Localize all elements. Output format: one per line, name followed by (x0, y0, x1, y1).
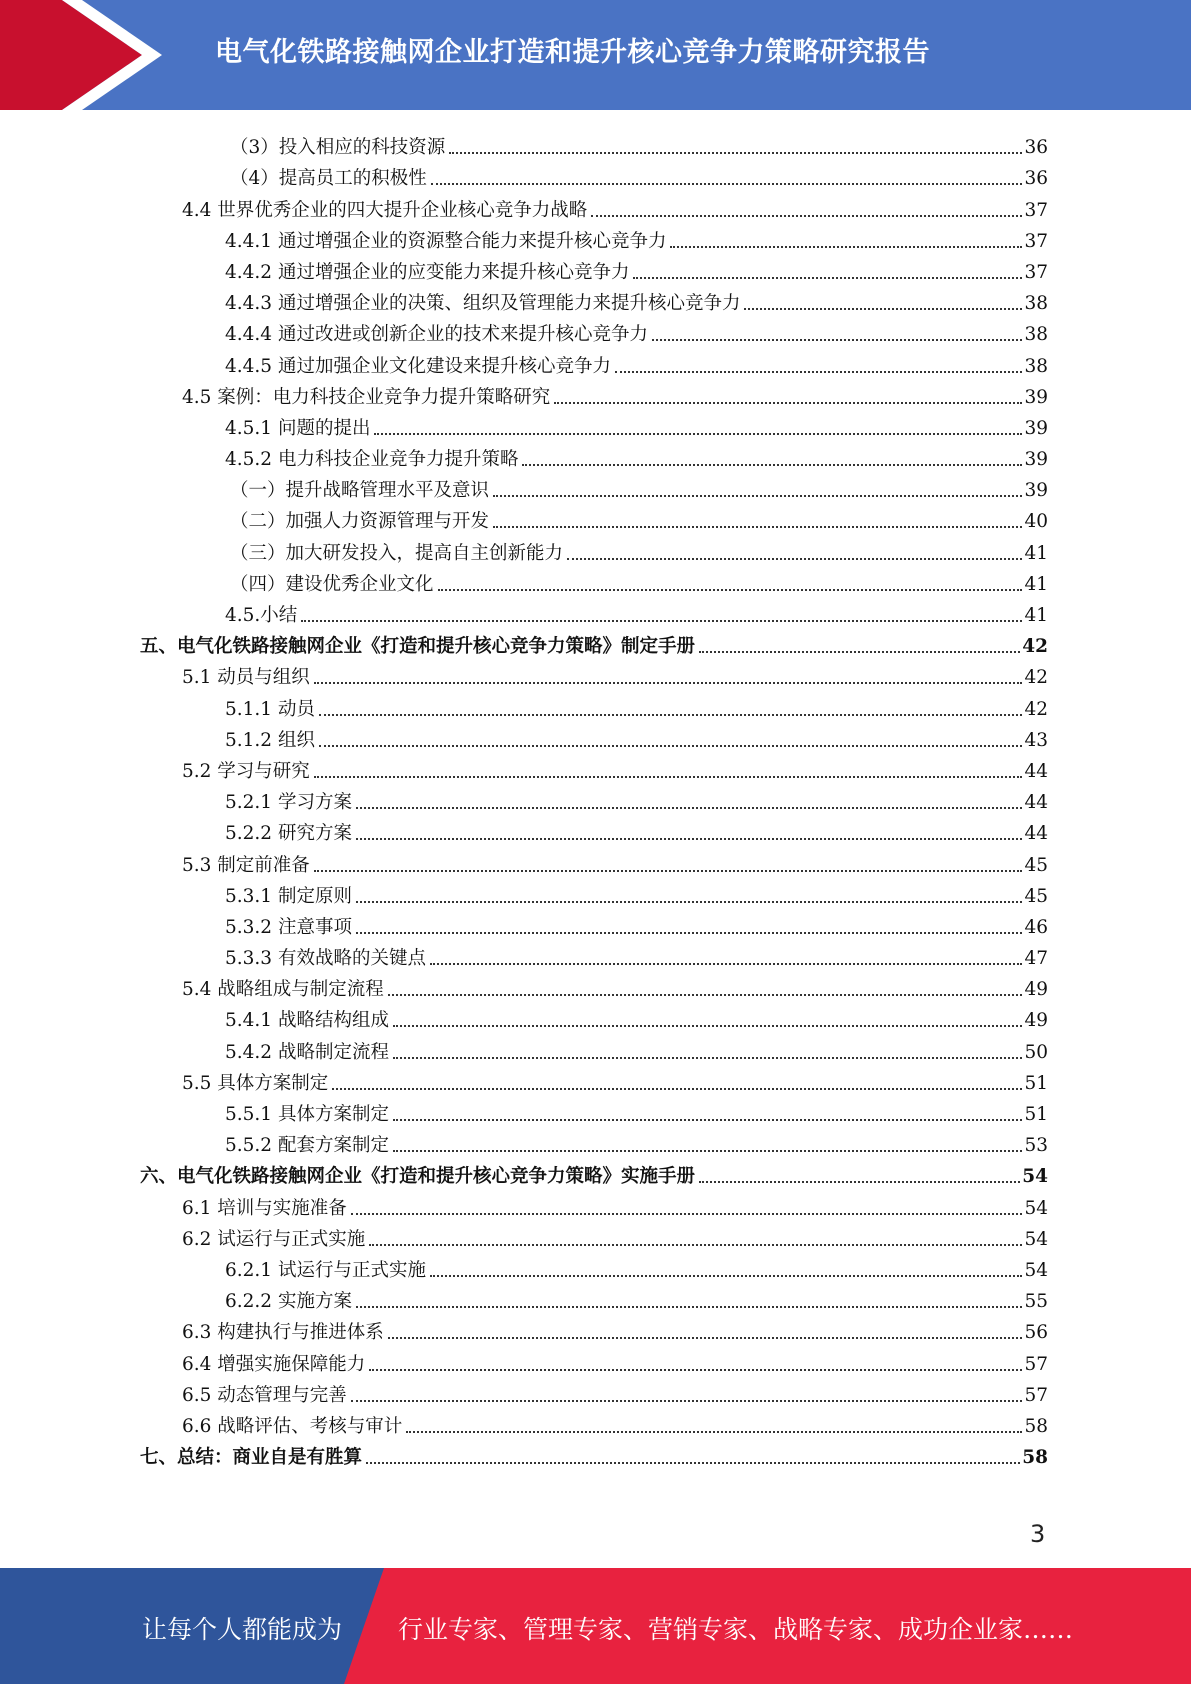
toc-entry-title: 6.6 战略评估、考核与审计 (182, 1415, 403, 1437)
toc-dot-leader (388, 1337, 1023, 1339)
toc-entry[interactable] (140, 159, 1048, 190)
toc-entry-page: 41 (1024, 542, 1048, 564)
toc-dot-leader (356, 807, 1023, 809)
toc-entry-page: 43 (1024, 729, 1048, 751)
toc-dot-leader (699, 651, 1020, 653)
toc-entry[interactable] (140, 315, 1048, 346)
toc-entry-page: 36 (1024, 168, 1048, 190)
toc-entry[interactable] (140, 502, 1048, 533)
toc-dot-leader (591, 215, 1022, 217)
toc-entry[interactable] (140, 908, 1048, 939)
toc-entry-title: （3）投入相应的科技资源 (230, 137, 446, 159)
toc-dot-leader (430, 963, 1022, 965)
toc-entry-page: 54 (1022, 1166, 1048, 1188)
toc-entry[interactable] (140, 752, 1048, 783)
toc-entry[interactable] (140, 783, 1048, 814)
toc-entry[interactable] (140, 845, 1048, 876)
toc-dot-leader (393, 1150, 1022, 1152)
toc-entry-title: 6.2.1 试运行与正式实施 (225, 1259, 426, 1281)
toc-entry-page: 42 (1024, 698, 1048, 720)
toc-entry-title: 5.2.1 学习方案 (225, 792, 352, 814)
toc-entry[interactable] (140, 440, 1048, 471)
toc-entry[interactable] (140, 128, 1048, 159)
toc-entry-title: 5.4 战略组成与制定流程 (182, 979, 384, 1001)
toc-entry-title: 4.4.5 通过加强企业文化建设来提升核心竞争力 (225, 355, 611, 377)
toc-dot-leader (332, 1088, 1022, 1090)
toc-entry-title: 4.5.小结 (225, 605, 298, 626)
toc-entry[interactable] (140, 1188, 1048, 1219)
toc-entry-page: 38 (1024, 355, 1048, 377)
toc-entry-title: （一）提升战略管理水平及意识 (230, 480, 490, 502)
toc-entry[interactable] (140, 627, 1048, 658)
toc-entry[interactable] (140, 939, 1048, 970)
toc-dot-leader (356, 932, 1023, 934)
toc-entry-title: 6.2.2 实施方案 (225, 1291, 352, 1313)
toc-dot-leader (493, 495, 1022, 497)
toc-entry-page: 51 (1024, 1072, 1048, 1094)
toc-entry-title: （二）加强人力资源管理与开发 (230, 511, 490, 533)
toc-entry-page: 58 (1024, 1415, 1048, 1437)
document-title: 电气化铁路接触网企业打造和提升核心竞争力策略研究报告 (215, 37, 930, 68)
toc-entry-title: 5.3.1 制定原则 (225, 885, 352, 907)
toc-dot-leader (356, 838, 1023, 840)
toc-entry-title: 4.5.2 电力科技企业竞争力提升策略 (225, 449, 519, 471)
toc-entry[interactable] (140, 689, 1048, 720)
toc-dot-leader (493, 526, 1022, 528)
page-header (0, 0, 1191, 110)
footer-slogan-right: 行业专家、管理专家、营销专家、战略专家、成功企业家…… (398, 1615, 1074, 1644)
toc-dot-leader (393, 1025, 1022, 1027)
toc-dot-leader (699, 1181, 1020, 1183)
toc-entry-title: 五、电气化铁路接触网企业《打造和提升核心竞争力策略》制定手册 (140, 636, 696, 658)
toc-entry-page: 41 (1024, 605, 1048, 626)
toc-entry-page: 56 (1024, 1322, 1048, 1344)
toc-entry-page: 44 (1024, 760, 1048, 782)
toc-dot-leader (314, 776, 1023, 778)
toc-entry-page: 42 (1024, 667, 1048, 689)
toc-entry[interactable] (140, 1157, 1048, 1188)
toc-entry-page: 55 (1024, 1291, 1048, 1313)
toc-dot-leader (567, 558, 1022, 560)
toc-entry[interactable] (140, 1251, 1048, 1282)
toc-entry[interactable] (140, 658, 1048, 689)
toc-entry-page: 49 (1024, 1010, 1048, 1032)
toc-entry-title: 5.1 动员与组织 (182, 667, 310, 689)
toc-dot-leader (369, 1244, 1022, 1246)
toc-entry-title: 4.5 案例：电力科技企业竞争力提升策略研究 (182, 386, 551, 408)
toc-entry-title: 6.3 构建执行与推进体系 (182, 1322, 384, 1344)
toc-dot-leader (449, 152, 1022, 154)
toc-entry-page: 45 (1024, 854, 1048, 876)
toc-entry-page: 58 (1022, 1447, 1048, 1469)
toc-entry-title: 5.2.2 研究方案 (225, 823, 352, 845)
toc-entry[interactable] (140, 970, 1048, 1001)
toc-entry-title: 4.5.1 问题的提出 (225, 417, 371, 439)
toc-dot-leader (615, 371, 1022, 373)
toc-entry-page: 37 (1024, 230, 1048, 252)
toc-entry[interactable] (140, 222, 1048, 253)
toc-entry-title: （三）加大研发投入，提高自主创新能力 (230, 542, 564, 564)
toc-entry-title: 5.3 制定前准备 (182, 854, 310, 876)
toc-entry-title: 5.4.1 战略结构组成 (225, 1010, 389, 1032)
toc-entry-page: 57 (1024, 1384, 1048, 1406)
toc-dot-leader (351, 1213, 1023, 1215)
toc-dot-leader (374, 433, 1022, 435)
toc-dot-leader (406, 1431, 1022, 1433)
toc-entry-title: 5.5.2 配套方案制定 (225, 1135, 389, 1157)
toc-entry-page: 40 (1024, 511, 1048, 533)
toc-entry-page: 42 (1022, 636, 1048, 658)
toc-entry-page: 41 (1024, 573, 1048, 595)
toc-entry-page: 57 (1024, 1353, 1048, 1375)
toc-dot-leader (430, 1275, 1022, 1277)
toc-entry-page: 37 (1024, 261, 1048, 283)
toc-entry-title: 6.5 动态管理与完善 (182, 1384, 347, 1406)
toc-entry[interactable] (140, 1095, 1048, 1126)
toc-dot-leader (554, 402, 1022, 404)
toc-entry[interactable] (140, 1313, 1048, 1344)
toc-entry-page: 37 (1024, 199, 1048, 221)
toc-entry-title: 6.2 试运行与正式实施 (182, 1228, 366, 1250)
toc-dot-leader (319, 745, 1023, 747)
toc-entry[interactable] (140, 1064, 1048, 1095)
toc-dot-leader (314, 682, 1023, 684)
toc-entry[interactable] (140, 1001, 1048, 1032)
toc-entry[interactable] (140, 565, 1048, 596)
toc-entry-page: 44 (1024, 823, 1048, 845)
toc-entry[interactable] (140, 596, 1048, 627)
toc-dot-leader (633, 277, 1022, 279)
toc-entry[interactable] (140, 877, 1048, 908)
toc-entry-title: 5.1.1 动员 (225, 698, 315, 720)
toc-entry-page: 36 (1024, 137, 1048, 159)
toc-dot-leader (314, 870, 1023, 872)
toc-entry-title: 6.4 增强实施保障能力 (182, 1353, 366, 1375)
toc-entry-page: 45 (1024, 885, 1048, 907)
toc-dot-leader (319, 714, 1023, 716)
toc-entry-title: 4.4.2 通过增强企业的应变能力来提升核心竞争力 (225, 261, 630, 283)
toc-entry[interactable] (140, 1438, 1048, 1469)
toc-dot-leader (522, 464, 1022, 466)
footer-slogan-left: 让每个人都能成为 (142, 1615, 343, 1644)
toc-entry-page: 54 (1024, 1259, 1048, 1281)
toc-entry-page: 39 (1024, 386, 1048, 408)
toc-entry[interactable] (140, 533, 1048, 564)
toc-entry-page: 49 (1024, 979, 1048, 1001)
toc-entry-page: 54 (1024, 1197, 1048, 1219)
toc-entry-title: 6.1 培训与实施准备 (182, 1197, 347, 1219)
toc-entry[interactable] (140, 1032, 1048, 1063)
toc-dot-leader (388, 994, 1023, 996)
toc-entry-title: 六、电气化铁路接触网企业《打造和提升核心竞争力策略》实施手册 (140, 1166, 696, 1188)
toc-entry-page: 44 (1024, 792, 1048, 814)
toc-entry[interactable] (140, 1126, 1048, 1157)
table-of-contents (140, 128, 1048, 1469)
toc-entry-page: 54 (1024, 1228, 1048, 1250)
toc-dot-leader (369, 1369, 1022, 1371)
toc-entry-page: 39 (1024, 449, 1048, 471)
toc-entry[interactable] (140, 253, 1048, 284)
toc-dot-leader (431, 183, 1023, 185)
toc-entry[interactable] (140, 346, 1048, 377)
toc-dot-leader (393, 1057, 1022, 1059)
toc-entry-title: 5.3.2 注意事项 (225, 916, 352, 938)
toc-entry-page: 51 (1024, 1104, 1048, 1125)
toc-entry[interactable] (140, 1407, 1048, 1438)
toc-dot-leader (652, 339, 1022, 341)
toc-entry[interactable] (140, 814, 1048, 845)
toc-entry[interactable] (140, 1220, 1048, 1251)
toc-entry-page: 46 (1024, 916, 1048, 938)
toc-dot-leader (301, 620, 1022, 622)
toc-entry-title: 4.4.3 通过增强企业的决策、组织及管理能力来提升核心竞争力 (225, 293, 741, 315)
toc-dot-leader (438, 589, 1023, 591)
toc-entry-title: 5.1.2 组织 (225, 729, 315, 751)
toc-entry[interactable] (140, 284, 1048, 315)
toc-dot-leader (356, 901, 1023, 903)
toc-entry[interactable] (140, 1344, 1048, 1375)
toc-entry[interactable] (140, 1282, 1048, 1313)
toc-entry-page: 50 (1024, 1041, 1048, 1063)
toc-entry-page: 38 (1024, 293, 1048, 315)
toc-dot-leader (744, 308, 1022, 310)
toc-entry[interactable] (140, 1376, 1048, 1407)
toc-entry[interactable] (140, 378, 1048, 409)
toc-entry-title: 4.4.4 通过改进或创新企业的技术来提升核心竞争力 (225, 324, 648, 346)
toc-entry[interactable] (140, 190, 1048, 221)
toc-entry[interactable] (140, 409, 1048, 440)
page-number: 3 (1030, 1520, 1046, 1548)
toc-entry-title: 5.2 学习与研究 (182, 760, 310, 782)
toc-entry-title: 5.5.1 具体方案制定 (225, 1104, 389, 1125)
toc-entry-page: 38 (1024, 324, 1048, 346)
toc-entry[interactable] (140, 721, 1048, 752)
toc-dot-leader (351, 1400, 1023, 1402)
toc-entry-title: 5.3.3 有效战略的关键点 (225, 948, 426, 970)
toc-dot-leader (356, 1306, 1023, 1308)
page-footer (0, 1568, 1191, 1684)
toc-entry-page: 53 (1024, 1135, 1048, 1157)
toc-entry-page: 39 (1024, 417, 1048, 439)
toc-dot-leader (393, 1119, 1022, 1121)
toc-entry-title: 4.4 世界优秀企业的四大提升企业核心竞争力战略 (182, 199, 588, 221)
toc-entry-title: 5.4.2 战略制定流程 (225, 1041, 389, 1063)
toc-entry-title: 七、总结：商业自是有胜算 (140, 1447, 363, 1469)
toc-entry-title: （四）建设优秀企业文化 (230, 573, 434, 595)
toc-dot-leader (670, 246, 1022, 248)
toc-entry-page: 39 (1024, 480, 1048, 502)
toc-entry-title: （4）提高员工的积极性 (230, 168, 427, 190)
toc-entry-title: 4.4.1 通过增强企业的资源整合能力来提升核心竞争力 (225, 230, 667, 252)
toc-entry-page: 47 (1024, 948, 1048, 970)
toc-entry-title: 5.5 具体方案制定 (182, 1072, 329, 1094)
toc-dot-leader (366, 1462, 1020, 1464)
toc-entry[interactable] (140, 471, 1048, 502)
